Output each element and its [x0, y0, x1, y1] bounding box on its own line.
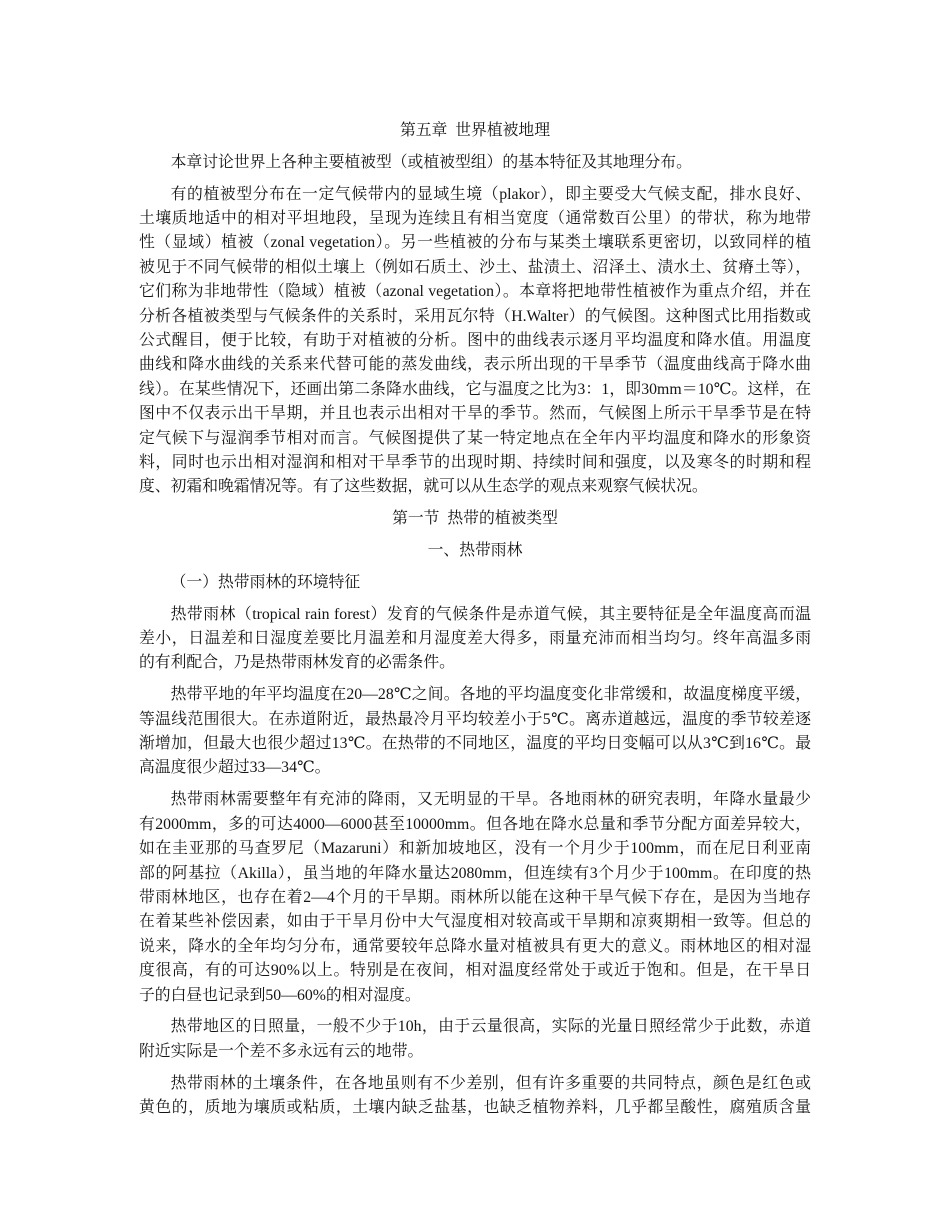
text-line: 热带雨林（tropical rain forest）发育的气候条件是赤道气候，其主要特征是全年温度高而温 — [170, 605, 811, 623]
text-line: 如在圭亚那的马查罗尼（Mazaruni）和新加坡地区，没有一个月少于100mm，而在尼日利亚南 — [139, 840, 811, 858]
text-line: 它们称为非地带性（隐域）植被（azonal vegetation）。本章将把地带性植被作为重点介绍，并在 — [139, 283, 811, 301]
text-line: 子的白昼也记录到50—60%的相对湿度。 — [139, 986, 421, 1004]
text-line: 线）。在某些情况下，还画出第二条降水曲线，它与温度之比为3：1，即30mm＝10℃。这样，在 — [139, 380, 811, 398]
text-line: 曲线和降水曲线的关系来代替可能的蒸发曲线，表示所出现的干旱季节（温度曲线高于降水曲 — [139, 356, 811, 374]
paragraph — [139, 603, 811, 676]
paragraph — [139, 683, 811, 781]
text-line: 度、初霜和晚霜情况等。有了这些数据，就可以从生态学的观点来观察气候状况。 — [139, 478, 708, 496]
text-line: 图中不仅表示出干旱期，并且也表示出相对干旱的季节。然而，气候图上所示干旱季节是在特 — [139, 405, 811, 423]
text-line: 带雨林地区，也存在着2—4个月的干旱期。雨林所以能在这种干旱气候下存在，是因为当地存 — [139, 888, 811, 906]
text-line: 黄色的，质地为壤质或粘质，土壤内缺乏盐基，也缺乏植物养料，几乎都呈酸性，腐殖质含量 — [139, 1098, 811, 1116]
text-line: 热带地区的日照量，一般不少于10h，由于云量很高，实际的光量日照经常少于此数，赤道 — [170, 1018, 811, 1036]
paragraph — [139, 1015, 811, 1064]
text-line: 有2000mm，多的可达4000—6000甚至10000mm。但各地在降水总量和季节分配方面差异较大， — [139, 815, 811, 833]
text-line: 分析各植被类型与气候条件的关系时，采用瓦尔特（H.Walter）的气候图。这种图式比用指数或 — [139, 307, 811, 325]
text-line: 土壤质地适中的相对平坦地段，呈现为连续且有相当宽度（通常数百公里）的带状，称为地带 — [139, 210, 811, 227]
text-line: 等温线范围很大。在赤道附近，最热最冷月平均较差小于5℃。离赤道越远，温度的季节较差逐 — [139, 710, 811, 728]
text-line: 性（显域）植被（zonal vegetation）。另一些植被的分布与某类土壤联系更密切，以致同样的植 — [139, 234, 811, 252]
text-line: 部的阿基拉（Akilla），虽当地的年降水量达2080mm，但连续有3个月少于100mm。在印度的热 — [139, 864, 811, 882]
subsection-title: 一、热带雨林 — [427, 542, 523, 560]
text-line: 定气候下与湿润季节相对而言。气候图提供了某一特定地点在全年内平均温度和降水的形象资 — [139, 429, 811, 447]
text-line: 本章讨论世界上各种主要植被型（或植被型组）的基本特征及其地理分布。 — [170, 153, 692, 171]
chapter-title: 第五章 世界植被地理 — [399, 122, 551, 139]
paragraph — [139, 151, 811, 175]
paragraph — [139, 183, 811, 500]
text-line: 热带平地的年平均温度在20—28℃之间。各地的平均温度变化非常缓和，故温度梯度平缓， — [170, 686, 811, 704]
text-line: 热带雨林的土壤条件，在各地虽则有不少差别，但有许多重要的共同特点，颜色是红色或 — [170, 1074, 811, 1092]
text-line: 高温度很少超过33—34℃。 — [139, 759, 331, 777]
text-line: 料，同时也示出相对湿润和相对干旱季节的出现时期、持续时间和强度，以及寒冬的时期和程 — [139, 454, 811, 472]
text-column — [139, 119, 811, 1120]
text-line: 附近实际是一个差不多永远有云的地带。 — [139, 1042, 424, 1060]
text-line: 渐增加，但最大也很少超过13℃。在热带的不同地区，温度的平均日变幅可以从3℃到16℃。最 — [139, 735, 811, 753]
text-line: 说来，降水的全年均匀分布，通常要较年总降水量对植被具有更大的意义。雨林地区的相对湿 — [139, 937, 811, 955]
text-line: 在着某些补偿因素，如由于干旱月份中大气湿度相对较高或干旱期和凉爽期相一致等。但总的 — [139, 913, 811, 931]
text-line: 的有利配合，乃是热带雨林发育的必需条件。 — [139, 654, 455, 672]
paragraph — [139, 1072, 811, 1121]
text-line: 热带雨林需要整年有充沛的降雨，又无明显的干旱。各地雨林的研究表明，年降水量最少 — [170, 791, 811, 809]
text-line: 度很高，有的可达90%以上。特别是在夜间，相对温度经常处于或近于饱和。但是，在干旱日 — [139, 962, 811, 980]
subsubsection-title: （一）热带雨林的环境特征 — [170, 573, 361, 591]
text-line: 有的植被型分布在一定气候带内的显域生境（plakor），即主要受大气候支配，排水良好、 — [170, 185, 811, 203]
text-line: 差小，日温差和日湿度差要比月温差和月湿度差大得多，雨量充沛而相当均匀。终年高温多雨 — [139, 630, 811, 648]
paragraph — [139, 788, 811, 1008]
text-line: 公式醒目，便于比较，有助于对植被的分析。图中的曲线表示逐月平均温度和降水值。用温度 — [139, 332, 811, 350]
section-title: 第一节 热带的植被类型 — [392, 510, 558, 528]
text-line: 被见于不同气候带的相似土壤上（例如石质土、沙土、盐渍土、沼泽土、渍水土、贫瘠土等）， — [139, 258, 811, 276]
